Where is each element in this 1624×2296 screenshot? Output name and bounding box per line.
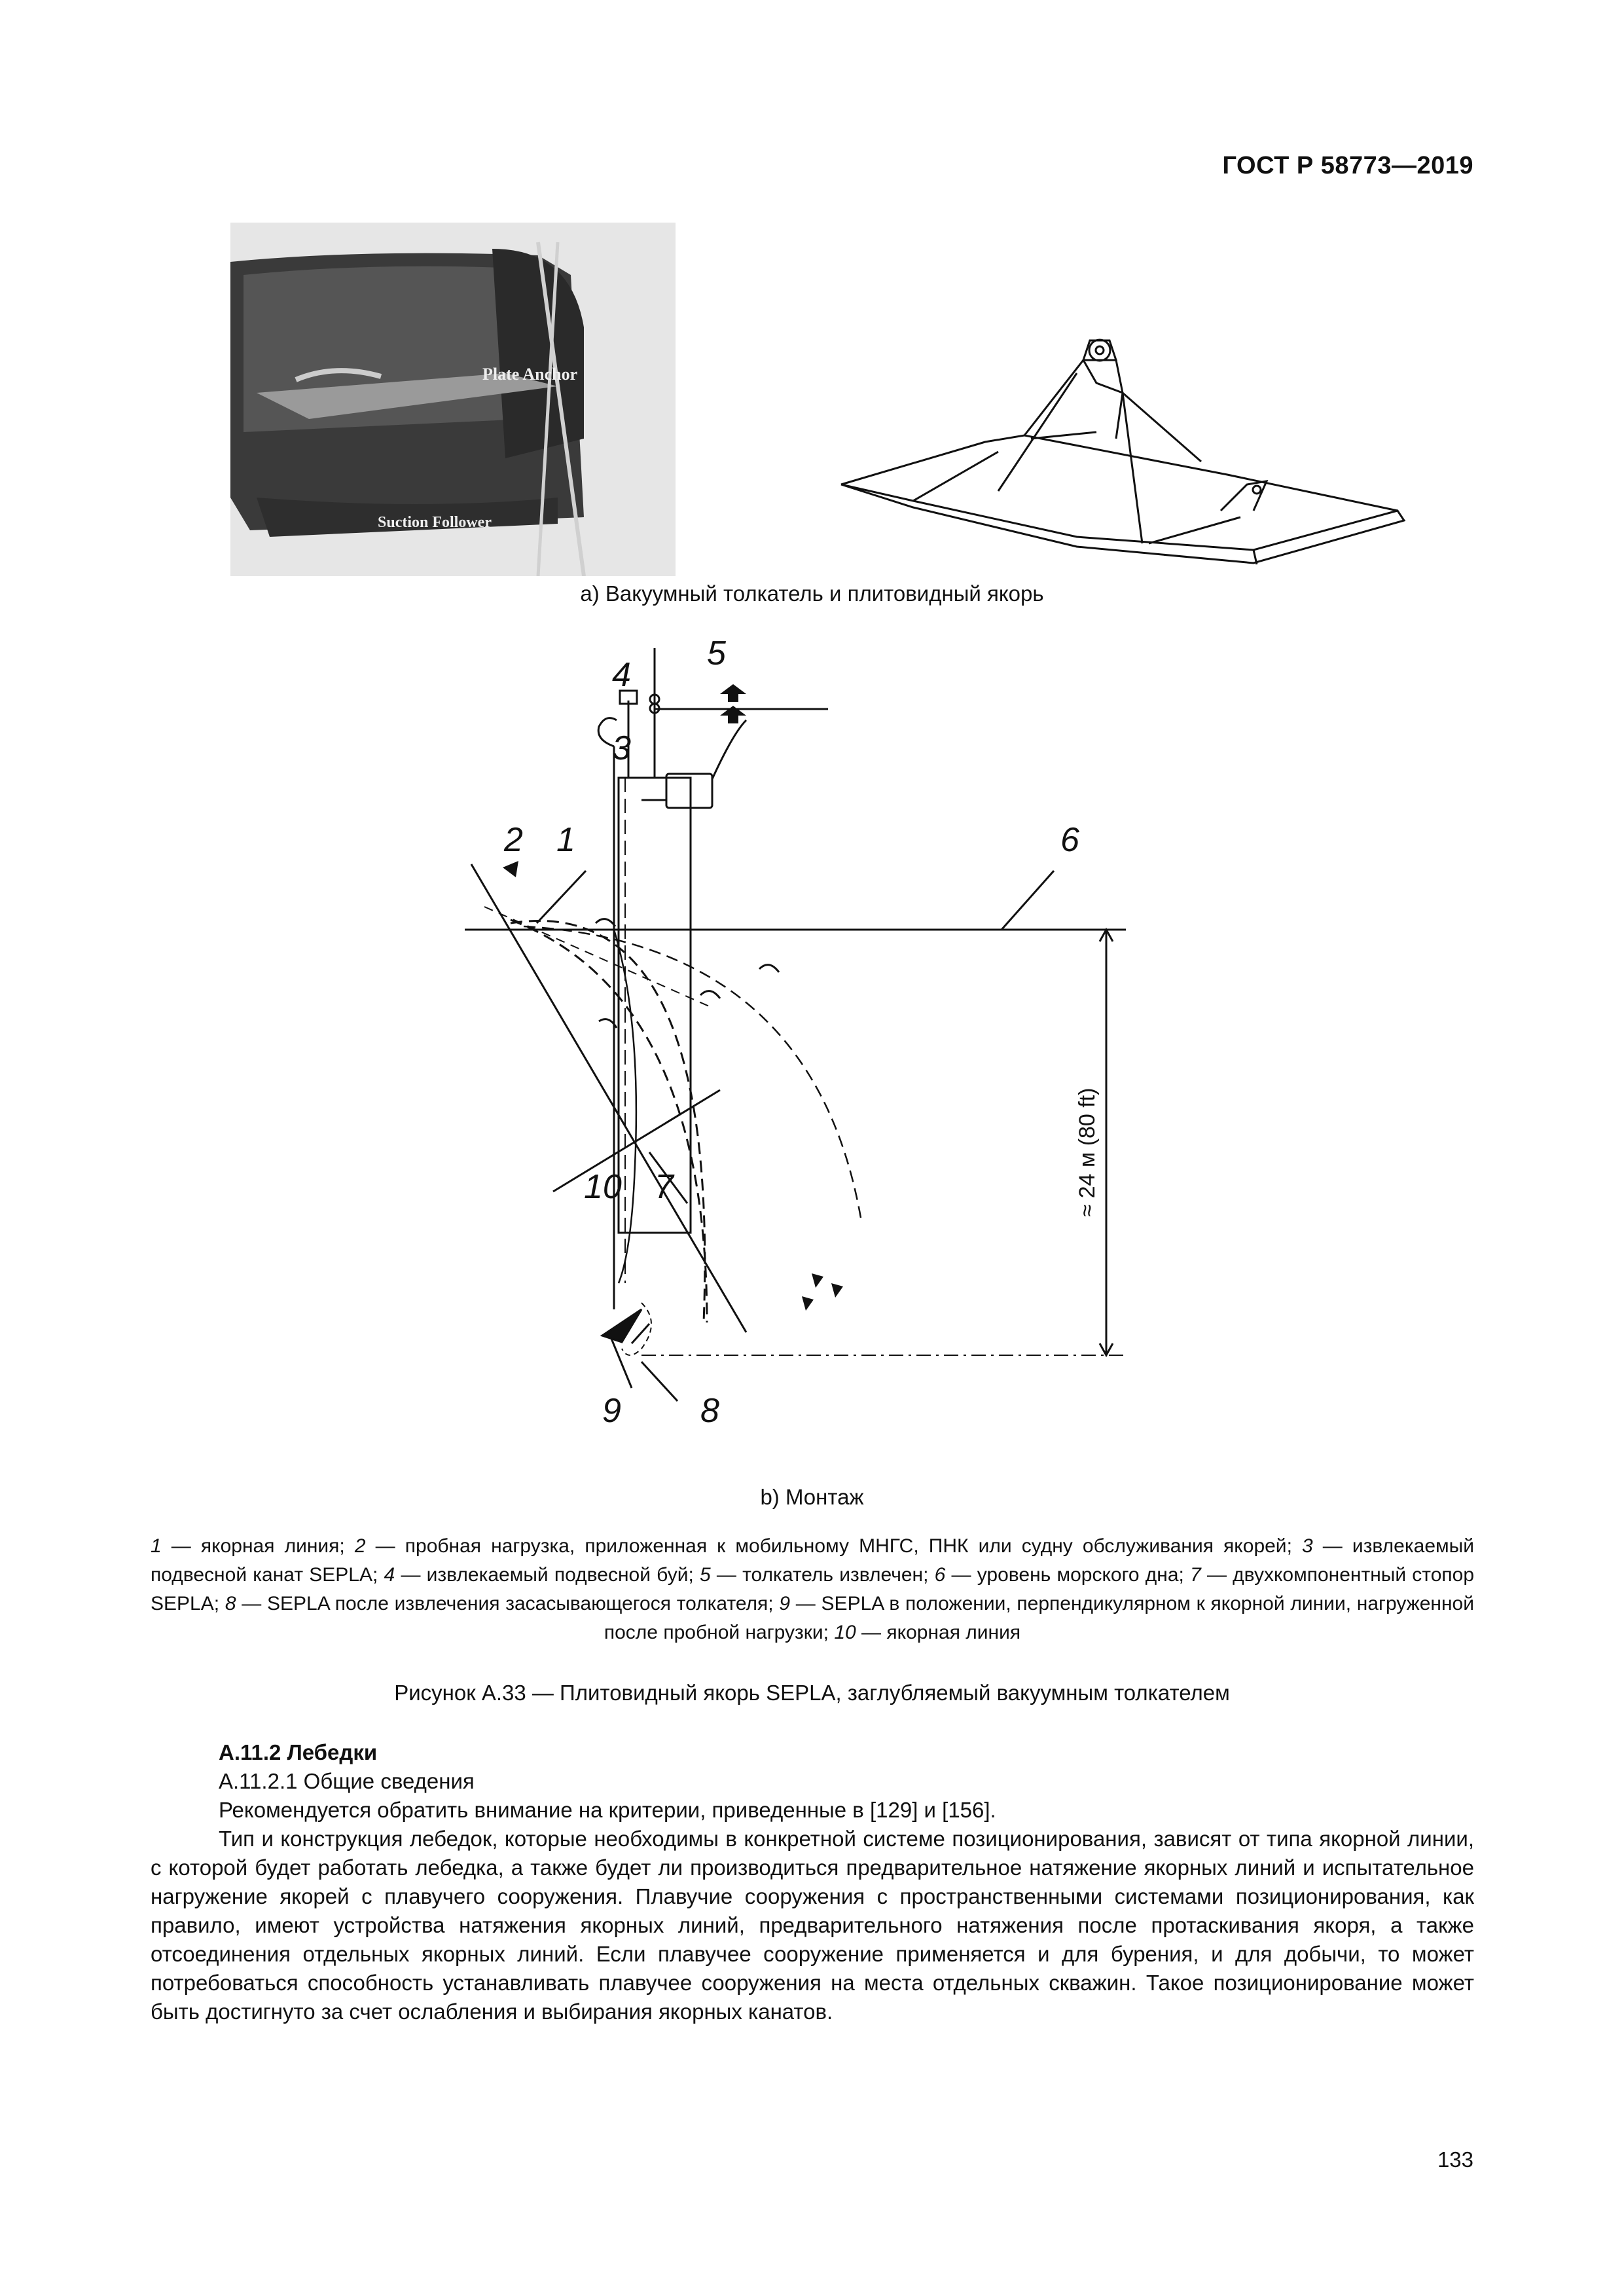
legend-text: — якорная линия; [161,1535,355,1557]
legend-text: — уровень морского дна; [945,1564,1191,1586]
label-6: 6 [1060,821,1079,859]
legend-text: — пробная нагрузка, приложенная к мобильному МНГС, ПНК или судну обслуживания якорей; [365,1535,1303,1557]
label-8: 8 [700,1392,719,1430]
legend-num: 1 [151,1535,162,1557]
legend-text: — извлекаемый подвесной буй; [395,1564,700,1586]
legend-text: — якорная линия [856,1622,1021,1643]
legend-num: 9 [779,1593,791,1614]
legend-text: — извлекаемый подвесной канат SEPLA; [151,1535,1474,1586]
label-4: 4 [612,656,631,694]
legend-num: 10 [834,1622,856,1643]
figure-legend [151,1532,1474,1647]
legend-num: 3 [1302,1535,1313,1557]
section-heading: А.11.2 Лебедки [219,1740,378,1764]
svg-text:Plate Anchor: Plate Anchor [482,365,578,384]
legend-text: — толкатель извлечен; [710,1564,935,1586]
legend-num: 7 [1190,1564,1201,1586]
legend-num: 5 [700,1564,711,1586]
legend-num: 6 [934,1564,946,1586]
depth-label: ≈ 24 м (80 ft) [1075,1087,1100,1217]
label-2: 2 [504,821,523,859]
subsection-heading: А.11.2.1 Общие сведения [219,1769,475,1793]
paragraph: Тип и конструкция лебедок, которые необходимы в конкретной системе позиционирования, зависят от типа якорной линии, с которой будет работать лебедка, а также будет ли производиться предварительное натяжение якорных линий и испытательное нагружение якорей с плавучего сооружения. Плавучие сооружения с пространственными системами позиционирования, как правило, имеют устройства натяжения якорных линий, предварительного натяжения после протаскивания якоря, а также отсоединения отдельных якорных линий. Если плавучее сооружение применяется и для бурения, и для добычи, то может потребоваться способность устанавливать плавучее сооружения на места отдельных скважин. Такое позиционирование может быть достигнуто за счет ослабления и выбирания якорных канатов. [151,1827,1474,2024]
legend-text: — SEPLA в положении, перпендикулярном к якорной линии, нагруженной после пробной нагрузки; [604,1593,1474,1643]
plate-anchor-drawing [835,321,1411,583]
svg-text:Suction Follower: Suction Follower [378,514,492,531]
legend-text: — SEPLA после извлечения засасывающегося толкателя; [236,1593,780,1614]
caption-b: b) Монтаж [760,1485,864,1509]
label-5: 5 [707,634,726,672]
section-body [151,1738,1474,2026]
label-3: 3 [612,729,631,767]
label-10: 10 [584,1168,622,1206]
installation-diagram [445,629,1178,1447]
label-1: 1 [556,821,575,859]
label-9: 9 [602,1392,621,1430]
legend-num: 8 [225,1593,236,1614]
paragraph: Рекомендуется обратить внимание на критерии, приведенные в [129] и [156]. [219,1798,996,1822]
figure-title: Рисунок А.33 — Плитовидный якорь SEPLA, заглубляемый вакуумным толкателем [394,1681,1230,1705]
page-number: 133 [1437,2147,1473,2172]
legend-text: — двухкомпонентный стопор SEPLA; [151,1564,1475,1614]
document-id: ГОСТ Р 58773—2019 [1222,152,1473,179]
legend-num: 2 [354,1535,366,1557]
suction-follower-photo [230,223,676,576]
legend-num: 4 [384,1564,395,1586]
label-7: 7 [655,1168,674,1206]
caption-a: a) Вакуумный толкатель и плитовидный якорь [580,581,1044,606]
